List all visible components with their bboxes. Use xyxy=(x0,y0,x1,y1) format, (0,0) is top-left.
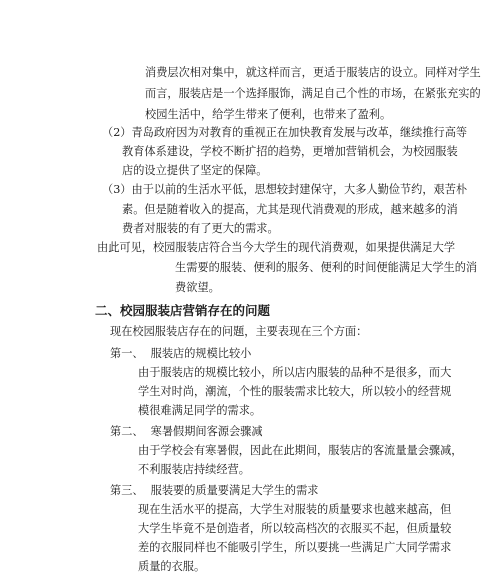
paragraph-line: 素。但是随着收入的提高，尤其是现代消费观的形成，越来越多的消 xyxy=(122,203,458,216)
paragraph-line: 质量的衣服。 xyxy=(138,560,206,573)
paragraph-line: 消费层次相对集中，就这样而言，更适于服装店的设立。同样对学生 xyxy=(145,66,481,79)
paragraph-line: 学生对时尚，潮流，个性的服装需求比较大，所以较小的经营规 xyxy=(138,385,452,398)
list-item-3: （3）由于以前的生活水平低，思想较封建保守，大多人勤俭节约，艰苦朴 xyxy=(102,183,468,196)
section-heading: 二、校园服装店营销存在的问题 xyxy=(95,303,271,318)
paragraph-line: 现在生活水平的提高，大学生对服装的质量要求也越来越高，但 xyxy=(138,503,452,516)
paragraph-line: 教育体系建设，学校不断扩招的趋势，更增加营销机会，为校园服装 xyxy=(122,145,458,158)
paragraph-line: 差的衣服同样也不能吸引学生，所以要挑一些满足广大同学需求 xyxy=(138,541,452,554)
paragraph-line: 生需要的服装、便利的服务、便利的时间便能满足大学生的消 xyxy=(175,261,478,274)
paragraph-line: 店的设立提供了坚定的保障。 xyxy=(122,164,268,177)
paragraph-line: 费者对服装的有了更大的需求。 xyxy=(122,222,279,235)
paragraph-line: 校园生活中，给学生带来了便利，也带来了盈利。 xyxy=(145,108,392,121)
intro-line: 现在校园服装店存在的问题，主要表现在三个方面： xyxy=(110,325,368,338)
paragraph-line: 而言，服装店是一个选择服饰，满足自己个性的市场，在紧张充实的 xyxy=(145,87,481,100)
paragraph-line: 大学生毕竟不是创造者，所以较高档次的衣服买不起，但质量较 xyxy=(138,522,452,535)
subheading-second: 第二、 寒暑假期间客源会骤减 xyxy=(110,425,263,438)
paragraph-line: 不利服装店持续经营。 xyxy=(138,463,250,476)
list-item-2: （2）青岛政府因为对教育的重视正在加快教育发展与改革，继续推行高等 xyxy=(102,126,468,139)
paragraph-line: 由于学校会有寒暑假，因此在此期间，服装店的客流量量会骤减， xyxy=(138,444,463,457)
conclusion-line: 由此可见，校园服装店符合当今大学生的现代消费观，如果提供满足大学 xyxy=(97,241,456,254)
subheading-first: 第一、 服装店的规模比较小 xyxy=(110,347,252,360)
paragraph-line: 模很难满足同学的需求。 xyxy=(138,404,262,417)
paragraph-line: 费欲望。 xyxy=(175,281,220,294)
paragraph-line: 由于服装店的规模比较小，所以店内服装的品种不是很多，而大 xyxy=(138,366,452,379)
subheading-third: 第三、 服装要的质量要满足大学生的需求 xyxy=(110,484,319,497)
